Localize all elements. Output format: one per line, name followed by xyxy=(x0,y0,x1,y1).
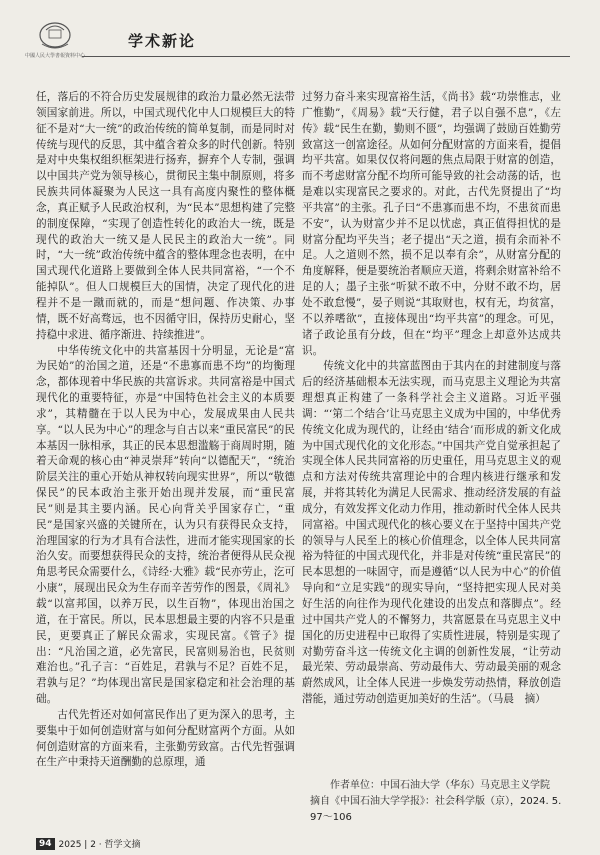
source-citation: 摘自《中国石油大学学报》：社会科学版（京），2024. 5. 97～106 xyxy=(310,796,562,823)
left-paragraph-1: 任，落后的不符合历史发展规律的政治力量必然无法带领国家前进。所以，中国式现代化中人口规模巨大的特征不是对“大一统”的政治传统的简单复制，而是同时对传统与现代的反思，其中蕴含着众多的时代创新。特别是对中央集权组织框架进行扬弃，摒弃个人专制，强调以中国共产党为领导核心，贯彻民主集中制原则，将多民族共同体凝聚为人民这一具有高度内聚性的整体概念，真正赋予人民政治权利，为“民本”思想构建了完整的制度保障，“实现了创造性转化的政治大一统，既是现代的政治大一统又是人民民主的政治大一统”。同时，“大一统”政治传统中蕴含的整体理念也表明，在中国式现代化道路上要做到全体人民共同富裕，“一个不能掉队”。但人口规模巨大的国情，决定了现代化的进程并不是一蹴而就的，而是“想问题、作决策、办事情，既不好高骛远，也不因循守旧，保持历史耐心，坚持稳中求进、循序渐进、持续推进”。 xyxy=(36,91,295,341)
page-header xyxy=(24,14,570,64)
right-paragraph-2: 传统文化中的共富蓝图由于其内在的封建制度与落后的经济基础根本无法实现，而马克思主义理论为共富理想真正构建了一条科学社会主义道路。习近平强调：“‘第二个结合’让马克思主义成为中国的，中华优秀传统文化成为现代的，让经由‘结合’而形成的新文化成为中国式现代化的文化形态。”中国共产党自觉承担起了实现全体人民共同富裕的历史重任，用马克思主义的观点和方法对传统共富理论中的合理内核进行继承和发展，并将其转化为满足人民需求、推动经济发展的有益成分，有效发挥文化动力作用，推动新时代全体人民共同富裕。中国式现代化的核心要义在于坚持中国共产党的领导与人民至上的核心价值理念，以全体人民共同富裕为特征的中国式现代化，并非是对传统“重民富民”的民本思想的一味固守，而是遵循“以人民为中心”的价值导向和“立足实践”的现实导向，“坚持把实现人民对美好生活的向往作为现代化建设的出发点和落脚点”。经过中国共产党人的不懈努力，共富愿景在马克思主义中国化的历史进程中已取得了实质性进展，特别是实现了对勤劳奋斗这一传统文化主调的创新性发展，“让劳动最光荣、劳动最崇高、劳动最伟大、劳动最美丽的观念蔚然成风，让全体人民进一步焕发劳动热情，释放创造潜能，通过劳动创造更加美好的生活”。（马晨 摘） xyxy=(302,360,561,706)
left-column xyxy=(36,90,295,771)
page-footer xyxy=(36,837,141,850)
header-rule xyxy=(82,56,570,57)
section-title: 学术新论 xyxy=(128,32,197,50)
right-column xyxy=(302,90,561,708)
journal-logo xyxy=(24,18,86,59)
source-signature xyxy=(310,778,572,826)
svg-text:中國人民大學書報資料中心: 中國人民大學書報資料中心 xyxy=(24,53,86,59)
author-affiliation: 作者单位：中国石油大学（华东）马克思主义学院 xyxy=(330,780,550,791)
page-number: 94 xyxy=(36,838,55,850)
right-paragraph-1: 过努力奋斗来实现富裕生活，《尚书》载“功崇惟志，业广惟勤”，《周易》载“天行健，君子以自强不息”，《左传》载“民生在勤，勤则不匮”，均强调了鼓励百姓勤劳致富这一创富途径。从如何分配财富的方面来看，提倡均平共富。如果仅仅将问题的焦点局限于财富的创造，而不考虑财富分配不均所可能导致的社会动荡的话，也是难以实现富民之要求的。对此，古代先贤提出了“均平共富”的主张。孔子曰“不患寡而患不均，不患贫而患不安”，认为财富少并不足以忧虑，真正值得担忧的是财富分配均平失当；老子提出“天之道，损有余而补不足。人之道则不然，损不足以奉有余”，从财富分配的角度解释，便是要统治者顺应天道，将剩余财富补给不足的人；墨子主张“听狱不敢不中，分财不敢不均，居处不敢怠慢”，晏子则说“其取财也，权有无，均贫富，不以养嗜欲”，直接体现出“均平共富”的理念。可见，诸子政论虽有分歧，但在“均平”理念上却意外达成共识。 xyxy=(302,91,561,357)
left-paragraph-3: 古代先哲还对如何富民作出了更为深入的思考，主要集中于如何创造财富与如何分配财富两个方面。从如何创造财富的方面来看，主张勤劳致富。古代先哲强调在生产中秉持天道酬勤的总原理，通 xyxy=(36,708,295,769)
issue-info: 2025 | 2 · 哲学文摘 xyxy=(58,840,141,850)
left-paragraph-2: 中华传统文化中的共富基因十分明显，无论是“富为民始”的治国之道，还是“不患寡而患不均”的均衡理念，都体现着中华民族的共富诉求。共同富裕是中国式现代化的重要特征，亦是“中国特色社会主义的本质要求”，其精髓在于以人民为中心，发展成果由人民共享。“以人民为中心”的理念与自古以来“重民富民”的民本基因一脉相承，其正的民本思想滥觞于商周时期，随着天命观的核心由“神灵崇拜”转向“以德配天”，“统治阶层关注的重心开始从神权转向现实世界”，所以“敬德保民”的民本政治主张开始出现并发展，而“重民富民”则是其主要内涵。民心向背关乎国家存亡，“重民”是国家兴盛的关键所在，认为只有获得民众支持，治理国家的行为才具有合法性，进而才能实现国家的长治久安。而要想获得民众的支持，统治者便得从民众视角思考民众需要什么，《诗经·大雅》载“民亦劳止，汔可小康”，展现出民众为生存而辛苦劳作的图景，《周礼》载“以富邦国，以养万民，以生百物”，体现出治国之道，在于富民。所以，民本思想最主要的内容不只是重民，更要真正了解民众需求，实现民富。《管子》提出：“凡治国之道，必先富民，民富则易治也，民贫则难治也。”孔子言：“百姓足，君孰与不足？百姓不足，君孰与足？”均体现出富民是国家稳定和社会治理的基础。 xyxy=(36,344,295,706)
